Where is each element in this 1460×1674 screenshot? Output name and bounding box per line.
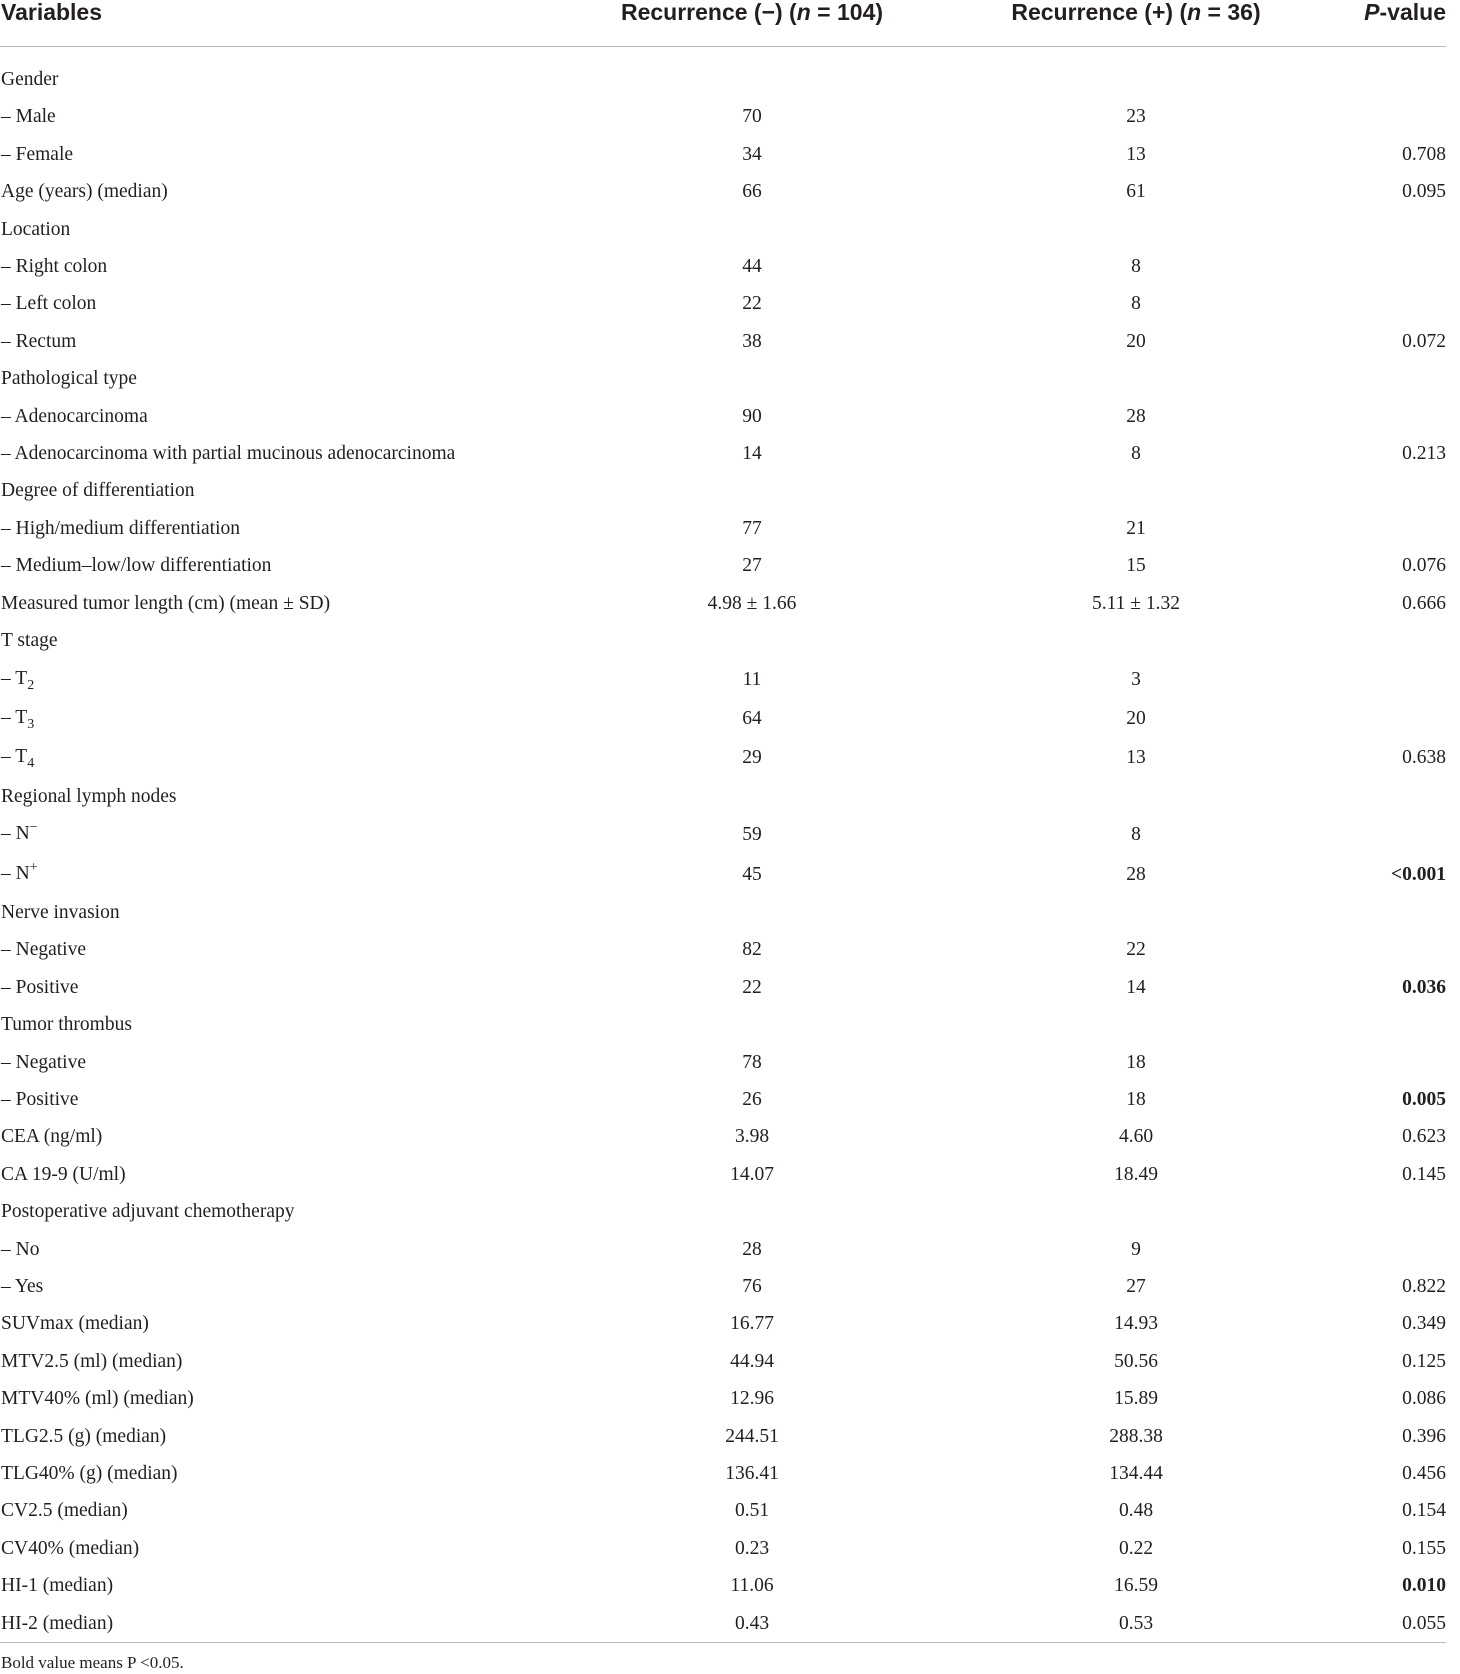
row-label-text: – T bbox=[1, 706, 28, 728]
row-label-text: Location bbox=[1, 218, 71, 240]
header-p-italic: P bbox=[1364, 0, 1380, 25]
row-label bbox=[0, 1231, 560, 1268]
cell-recurrence-negative: 3.98 bbox=[734, 1126, 770, 1148]
header-variables: Variables bbox=[0, 0, 560, 47]
row-label bbox=[0, 1455, 560, 1492]
cell-recurrence-positive: 28 bbox=[1126, 405, 1146, 427]
cell-recurrence-negative: 12.96 bbox=[730, 1388, 774, 1410]
table-row bbox=[0, 1567, 1446, 1604]
row-label-text: MTV40% (ml) (median) bbox=[1, 1388, 194, 1410]
row-label-text: – Adenocarcinoma with partial mucinous adenocarcinoma bbox=[1, 443, 456, 465]
cell-p-value: 0.154 bbox=[1402, 1500, 1446, 1522]
row-label-text: – Positive bbox=[1, 976, 79, 998]
cell-recurrence-positive bbox=[944, 211, 1328, 248]
row-label-text: – Rectum bbox=[1, 330, 77, 352]
row-label bbox=[0, 136, 560, 173]
row-label bbox=[0, 1193, 560, 1230]
cell-recurrence-negative: 44 bbox=[742, 256, 762, 278]
cell-recurrence-positive bbox=[944, 47, 1328, 99]
cell-p-value: 0.396 bbox=[1402, 1425, 1446, 1447]
row-label bbox=[0, 931, 560, 968]
row-label bbox=[0, 1044, 560, 1081]
header-recurrence-positive-suffix: = 36) bbox=[1201, 0, 1261, 25]
row-label bbox=[0, 1567, 560, 1604]
table-row bbox=[0, 969, 1446, 1006]
table-row bbox=[0, 136, 1446, 173]
table-row bbox=[0, 622, 1446, 659]
cell-recurrence-positive: 4.60 bbox=[1118, 1126, 1154, 1148]
cell-p-value: 0.095 bbox=[1402, 181, 1446, 203]
table-row bbox=[0, 815, 1446, 854]
cell-p-value: <0.001 bbox=[1391, 863, 1446, 885]
cell-recurrence-negative: 22 bbox=[742, 293, 762, 315]
row-label-text: Age (years) (median) bbox=[1, 181, 168, 203]
table-row bbox=[0, 47, 1446, 99]
cell-recurrence-negative: 34 bbox=[742, 143, 762, 165]
cell-recurrence-negative: 0.23 bbox=[734, 1537, 770, 1559]
row-label bbox=[0, 815, 560, 854]
cell-recurrence-negative: 82 bbox=[742, 939, 762, 961]
cell-recurrence-positive: 8 bbox=[1131, 443, 1141, 465]
cell-p-value: 0.349 bbox=[1402, 1313, 1446, 1335]
row-label bbox=[0, 894, 560, 931]
cell-p-value: 0.456 bbox=[1402, 1463, 1446, 1485]
cell-recurrence-negative bbox=[560, 1193, 944, 1230]
table-row bbox=[0, 1343, 1446, 1380]
cell-p-value bbox=[1328, 248, 1446, 285]
cell-recurrence-negative bbox=[560, 778, 944, 815]
row-label bbox=[0, 1605, 560, 1643]
cell-p-value bbox=[1328, 472, 1446, 509]
table-row bbox=[0, 1006, 1446, 1043]
cell-recurrence-positive: 13 bbox=[1126, 143, 1146, 165]
row-label-text: – Adenocarcinoma bbox=[1, 405, 148, 427]
cell-p-value bbox=[1328, 211, 1446, 248]
cell-recurrence-negative: 64 bbox=[742, 707, 762, 729]
row-label bbox=[0, 778, 560, 815]
cell-recurrence-positive bbox=[944, 1193, 1328, 1230]
cell-recurrence-positive bbox=[944, 894, 1328, 931]
row-label bbox=[0, 285, 560, 322]
row-label-text: – N bbox=[1, 823, 30, 845]
row-label-text: – T bbox=[1, 667, 28, 689]
header-recurrence-positive-prefix: Recurrence (+) ( bbox=[1011, 0, 1188, 25]
cell-p-value: 0.822 bbox=[1402, 1276, 1446, 1297]
cell-p-value: 0.076 bbox=[1402, 555, 1446, 577]
table-row bbox=[0, 472, 1446, 509]
cell-p-value: 0.072 bbox=[1402, 330, 1446, 352]
row-label bbox=[0, 622, 560, 659]
row-label-text: SUVmax (median) bbox=[1, 1313, 149, 1335]
row-label-superscript: − bbox=[29, 820, 38, 836]
cell-recurrence-negative: 44.94 bbox=[730, 1350, 774, 1372]
row-label-text: – Medium–low/low differentiation bbox=[1, 555, 272, 577]
cell-p-value bbox=[1328, 778, 1446, 815]
cell-recurrence-positive: 5.11 ± 1.32 bbox=[1092, 592, 1180, 614]
row-label bbox=[0, 1156, 560, 1193]
header-recurrence-negative-suffix: = 104) bbox=[810, 0, 884, 25]
header-recurrence-negative-n: n bbox=[796, 0, 811, 25]
table-row bbox=[0, 1231, 1446, 1268]
row-label bbox=[0, 211, 560, 248]
cell-recurrence-positive: 28 bbox=[1126, 863, 1146, 885]
header-recurrence-negative bbox=[560, 0, 944, 47]
cell-recurrence-positive: 13 bbox=[1126, 747, 1146, 769]
cell-p-value: 0.145 bbox=[1402, 1163, 1446, 1185]
table-row bbox=[0, 398, 1446, 435]
row-label-text: – Left colon bbox=[1, 293, 97, 315]
row-label bbox=[0, 1118, 560, 1155]
cell-recurrence-negative: 0.43 bbox=[560, 1605, 944, 1643]
cell-recurrence-positive: 0.53 bbox=[944, 1605, 1328, 1643]
table-row bbox=[0, 585, 1446, 622]
cell-recurrence-negative: 29 bbox=[742, 747, 762, 769]
cell-p-value: 0.623 bbox=[1402, 1126, 1446, 1148]
cell-recurrence-negative: 14 bbox=[742, 443, 762, 465]
cell-recurrence-positive: 61 bbox=[1126, 181, 1146, 203]
cell-recurrence-negative: 16.77 bbox=[730, 1313, 774, 1335]
row-label-text: HI-1 (median) bbox=[1, 1575, 114, 1597]
row-label-text: – Female bbox=[1, 143, 74, 165]
cell-p-value: 0.125 bbox=[1402, 1350, 1446, 1372]
cell-recurrence-negative: 4.98 ± 1.66 bbox=[707, 592, 797, 614]
cell-recurrence-positive: 50.56 bbox=[1114, 1350, 1158, 1372]
row-label-text: – Yes bbox=[1, 1276, 44, 1297]
row-label bbox=[0, 585, 560, 622]
table-row bbox=[0, 931, 1446, 968]
table-row bbox=[0, 173, 1446, 210]
row-label-text: – Male bbox=[1, 106, 56, 128]
cell-recurrence-positive bbox=[944, 360, 1328, 397]
cell-recurrence-positive: 20 bbox=[1126, 330, 1146, 352]
row-label-subscript: 4 bbox=[27, 756, 35, 772]
cell-p-value bbox=[1328, 510, 1446, 547]
table-row bbox=[0, 738, 1446, 777]
cell-recurrence-positive: 8 bbox=[1131, 824, 1141, 846]
table-footnote: Bold value means P <0.05. bbox=[1, 1653, 184, 1672]
cell-recurrence-positive bbox=[944, 622, 1328, 659]
row-label bbox=[0, 472, 560, 509]
cell-p-value bbox=[1328, 894, 1446, 931]
row-label-text: Postoperative adjuvant chemotherapy bbox=[1, 1201, 295, 1223]
cell-p-value bbox=[1328, 931, 1446, 968]
row-label bbox=[0, 1530, 560, 1567]
cell-p-value: 0.638 bbox=[1402, 747, 1446, 769]
table-row bbox=[0, 894, 1446, 931]
table-row bbox=[0, 248, 1446, 285]
cell-p-value: 0.666 bbox=[1402, 592, 1446, 614]
row-label bbox=[0, 969, 560, 1006]
table-row bbox=[0, 1193, 1446, 1230]
row-label bbox=[0, 1380, 560, 1417]
cell-recurrence-negative: 77 bbox=[742, 517, 762, 539]
cell-recurrence-positive: 27 bbox=[1126, 1276, 1146, 1297]
table-row bbox=[0, 1605, 1446, 1643]
cell-recurrence-negative: 78 bbox=[742, 1051, 762, 1073]
row-label bbox=[0, 398, 560, 435]
header-recurrence-positive bbox=[944, 0, 1328, 47]
cell-recurrence-negative bbox=[560, 360, 944, 397]
row-label-subscript: 2 bbox=[27, 677, 35, 693]
cell-recurrence-positive bbox=[944, 472, 1328, 509]
cell-recurrence-positive: 14 bbox=[1126, 976, 1146, 998]
table-row bbox=[0, 1492, 1446, 1529]
cell-p-value: 0.055 bbox=[1328, 1605, 1446, 1643]
cell-p-value bbox=[1328, 699, 1446, 738]
row-label bbox=[0, 510, 560, 547]
cell-recurrence-negative: 90 bbox=[742, 405, 762, 427]
table-row bbox=[0, 1044, 1446, 1081]
row-label-text: Nerve invasion bbox=[1, 901, 120, 923]
cell-p-value: 0.708 bbox=[1402, 143, 1446, 165]
cell-recurrence-negative: 0.51 bbox=[734, 1500, 770, 1522]
cell-recurrence-positive: 23 bbox=[1126, 106, 1146, 128]
row-label-text: Pathological type bbox=[1, 368, 137, 390]
table-header bbox=[0, 0, 1446, 47]
cell-recurrence-positive: 16.59 bbox=[1114, 1575, 1158, 1597]
cell-recurrence-positive bbox=[944, 778, 1328, 815]
table-row bbox=[0, 1380, 1446, 1417]
cell-p-value: 0.086 bbox=[1402, 1388, 1446, 1410]
cell-recurrence-positive: 134.44 bbox=[1109, 1463, 1163, 1485]
row-label bbox=[0, 660, 560, 699]
row-label-text: Measured tumor length (cm) (mean ± SD) bbox=[1, 592, 331, 614]
cell-recurrence-negative bbox=[560, 472, 944, 509]
cell-recurrence-positive: 0.22 bbox=[1118, 1537, 1154, 1559]
table-row bbox=[0, 660, 1446, 699]
table-row bbox=[0, 1455, 1446, 1492]
cell-recurrence-positive: 14.93 bbox=[1114, 1313, 1158, 1335]
table-row bbox=[0, 1268, 1446, 1305]
table-row bbox=[0, 778, 1446, 815]
row-label bbox=[0, 1492, 560, 1529]
cell-recurrence-negative bbox=[560, 47, 944, 99]
row-label-text: T stage bbox=[1, 630, 58, 652]
row-label bbox=[0, 547, 560, 584]
row-label-text: – Negative bbox=[1, 939, 87, 961]
row-label-text: – Right colon bbox=[1, 256, 108, 278]
cell-p-value bbox=[1328, 815, 1446, 854]
row-label bbox=[0, 699, 560, 738]
header-recurrence-positive-n: n bbox=[1187, 0, 1202, 25]
row-label bbox=[0, 173, 560, 210]
cell-recurrence-negative bbox=[560, 1006, 944, 1043]
cell-recurrence-positive: 8 bbox=[1131, 293, 1141, 315]
row-label-text: Degree of differentiation bbox=[1, 480, 195, 502]
header-p-value bbox=[1328, 0, 1446, 47]
cell-recurrence-positive: 3 bbox=[1131, 668, 1141, 690]
cell-recurrence-negative: 26 bbox=[742, 1088, 762, 1110]
table-row bbox=[0, 699, 1446, 738]
table-body bbox=[0, 47, 1446, 1643]
row-label-text: CA 19-9 (U/ml) bbox=[1, 1163, 126, 1185]
row-label-text: – T bbox=[1, 746, 28, 768]
cell-recurrence-negative: 14.07 bbox=[730, 1163, 774, 1185]
header-recurrence-negative-prefix: Recurrence (−) ( bbox=[620, 0, 797, 25]
row-label bbox=[0, 360, 560, 397]
row-label-text: TLG40% (g) (median) bbox=[1, 1463, 178, 1485]
cell-recurrence-negative bbox=[560, 894, 944, 931]
row-label-text: HI-2 (median) bbox=[1, 1612, 114, 1634]
row-label bbox=[0, 98, 560, 135]
table-row bbox=[0, 547, 1446, 584]
cell-recurrence-positive: 8 bbox=[1131, 256, 1141, 278]
table-row bbox=[0, 510, 1446, 547]
row-label-text: CV40% (median) bbox=[1, 1537, 140, 1559]
cell-p-value bbox=[1328, 98, 1446, 135]
row-label bbox=[0, 1305, 560, 1342]
row-label-text: – No bbox=[1, 1238, 40, 1260]
table-row bbox=[0, 1305, 1446, 1342]
cell-recurrence-negative: 45 bbox=[742, 863, 762, 885]
header-p-suffix: -value bbox=[1379, 0, 1446, 25]
cell-p-value bbox=[1328, 660, 1446, 699]
row-label-text: CV2.5 (median) bbox=[1, 1500, 128, 1522]
row-label-text: – High/medium differentiation bbox=[1, 517, 241, 539]
row-label-text: MTV2.5 (ml) (median) bbox=[1, 1350, 183, 1372]
row-label bbox=[0, 323, 560, 360]
cell-recurrence-negative bbox=[560, 622, 944, 659]
cell-recurrence-positive: 15 bbox=[1126, 555, 1146, 577]
cell-recurrence-positive: 288.38 bbox=[1109, 1425, 1163, 1447]
cell-p-value bbox=[1328, 1193, 1446, 1230]
table-row bbox=[0, 1418, 1446, 1455]
table-row bbox=[0, 1081, 1446, 1118]
cell-recurrence-positive: 21 bbox=[1126, 517, 1146, 539]
cell-recurrence-negative: 66 bbox=[742, 181, 762, 203]
row-label-text: Regional lymph nodes bbox=[1, 785, 177, 807]
row-label-text: – N bbox=[1, 862, 30, 884]
cell-recurrence-positive: 18 bbox=[1126, 1051, 1146, 1073]
cell-p-value bbox=[1328, 1231, 1446, 1268]
cell-p-value: 0.005 bbox=[1402, 1088, 1446, 1110]
cell-p-value bbox=[1328, 360, 1446, 397]
cell-p-value: 0.155 bbox=[1402, 1537, 1446, 1559]
cell-recurrence-negative: 11 bbox=[742, 668, 762, 690]
cell-p-value bbox=[1328, 1044, 1446, 1081]
cell-recurrence-negative: 70 bbox=[742, 106, 762, 128]
cell-recurrence-positive bbox=[944, 1006, 1328, 1043]
cell-p-value bbox=[1328, 622, 1446, 659]
cell-recurrence-positive: 9 bbox=[1131, 1238, 1141, 1260]
cell-recurrence-positive: 22 bbox=[1126, 939, 1146, 961]
row-label-text: Gender bbox=[1, 69, 59, 90]
row-label bbox=[0, 1006, 560, 1043]
table-row bbox=[0, 211, 1446, 248]
table-row bbox=[0, 1530, 1446, 1567]
row-label-subscript: 3 bbox=[27, 716, 35, 732]
cell-recurrence-negative: 244.51 bbox=[725, 1425, 779, 1447]
cell-p-value bbox=[1328, 285, 1446, 322]
cell-recurrence-negative bbox=[560, 211, 944, 248]
cell-recurrence-positive: 15.89 bbox=[1114, 1388, 1158, 1410]
row-label bbox=[0, 1418, 560, 1455]
row-label-text: TLG2.5 (g) (median) bbox=[1, 1425, 167, 1447]
row-label bbox=[0, 855, 560, 894]
cell-p-value bbox=[1328, 1006, 1446, 1043]
cell-recurrence-positive: 18 bbox=[1126, 1088, 1146, 1110]
cell-recurrence-positive: 18.49 bbox=[1114, 1163, 1158, 1185]
table-row bbox=[0, 285, 1446, 322]
cell-p-value: 0.036 bbox=[1402, 976, 1446, 998]
header-row bbox=[0, 0, 1446, 47]
table-row bbox=[0, 323, 1446, 360]
cell-recurrence-negative: 76 bbox=[742, 1276, 762, 1297]
row-label bbox=[0, 1343, 560, 1380]
row-label-text: – Positive bbox=[1, 1088, 79, 1110]
row-label bbox=[0, 47, 560, 99]
row-label-superscript: + bbox=[29, 859, 38, 875]
row-label-text: – Negative bbox=[1, 1051, 87, 1073]
cell-recurrence-negative: 28 bbox=[742, 1238, 762, 1260]
cell-p-value bbox=[1328, 47, 1446, 99]
table-row bbox=[0, 1118, 1446, 1155]
cell-recurrence-positive: 0.48 bbox=[1118, 1500, 1154, 1522]
cell-recurrence-positive: 20 bbox=[1126, 707, 1146, 729]
table-row bbox=[0, 855, 1446, 894]
row-label bbox=[0, 1268, 560, 1305]
row-label-text: Tumor thrombus bbox=[1, 1014, 132, 1036]
cell-recurrence-negative: 38 bbox=[742, 330, 762, 352]
cell-recurrence-negative: 136.41 bbox=[725, 1463, 779, 1485]
row-label bbox=[0, 1081, 560, 1118]
cell-p-value bbox=[1328, 398, 1446, 435]
row-label-text: CEA (ng/ml) bbox=[1, 1126, 103, 1148]
cell-p-value: 0.213 bbox=[1402, 443, 1446, 465]
table-row bbox=[0, 435, 1446, 472]
cell-recurrence-negative: 11.06 bbox=[730, 1575, 774, 1597]
cell-p-value: 0.010 bbox=[1402, 1575, 1446, 1597]
table-row bbox=[0, 98, 1446, 135]
cell-recurrence-negative: 27 bbox=[742, 555, 762, 577]
table-row bbox=[0, 360, 1446, 397]
cell-recurrence-negative: 59 bbox=[742, 824, 762, 846]
row-label bbox=[0, 435, 560, 472]
row-label bbox=[0, 738, 560, 777]
table-row bbox=[0, 1156, 1446, 1193]
row-label bbox=[0, 248, 560, 285]
cell-recurrence-negative: 22 bbox=[742, 976, 762, 998]
